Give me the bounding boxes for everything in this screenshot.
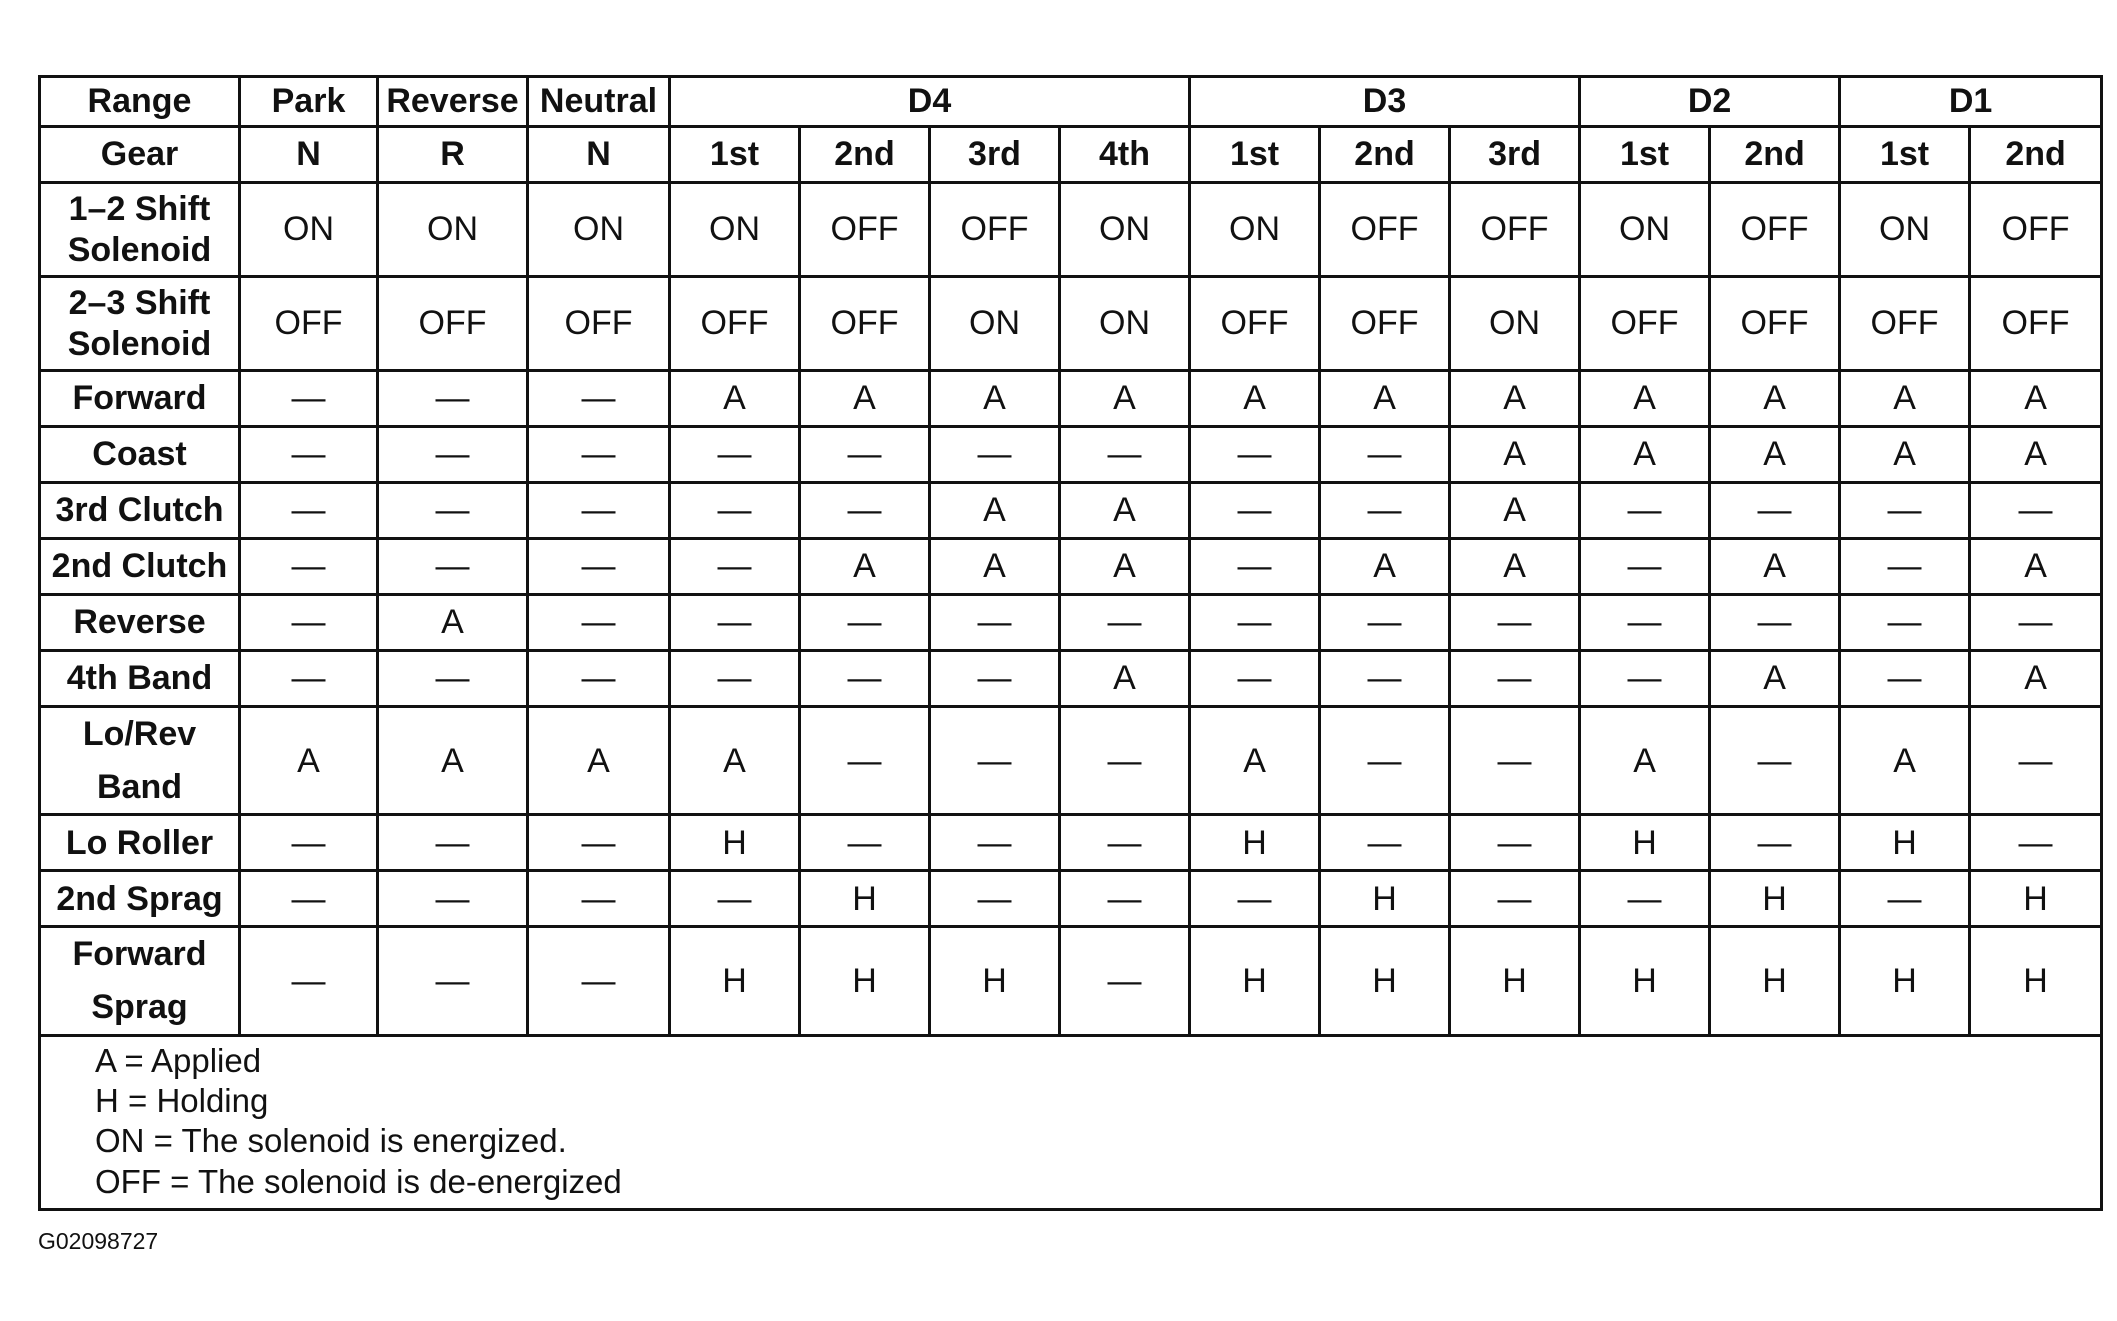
row-label-line: Lo/Rev xyxy=(82,715,197,753)
table-cell: — xyxy=(930,595,1060,651)
table-cell: — xyxy=(1970,483,2102,539)
table-cell: — xyxy=(240,871,378,927)
table-cell: A xyxy=(1970,371,2102,427)
table-cell: A xyxy=(1320,539,1450,595)
table-cell: A xyxy=(1060,539,1190,595)
row-label-line: 3rd Clutch xyxy=(55,491,224,530)
table-cell: OFF xyxy=(528,277,670,371)
table-cell: — xyxy=(528,371,670,427)
table-cell: — xyxy=(240,927,378,1035)
table-cell: H xyxy=(1840,927,1970,1035)
table-cell: — xyxy=(528,427,670,483)
table-cell: H xyxy=(800,927,930,1035)
table-cell: H xyxy=(1190,815,1320,871)
table-row xyxy=(40,483,2102,539)
row-label xyxy=(40,483,240,539)
row-label xyxy=(40,371,240,427)
table-cell: A xyxy=(1450,371,1580,427)
table-cell: — xyxy=(930,871,1060,927)
table-row xyxy=(40,427,2102,483)
table-cell: A xyxy=(528,707,670,815)
row-label xyxy=(40,183,240,277)
table-cell: — xyxy=(800,651,930,707)
table-cell: — xyxy=(1580,595,1710,651)
table-cell: — xyxy=(378,539,528,595)
table-cell: OFF xyxy=(800,183,930,277)
table-cell: — xyxy=(528,651,670,707)
range-header-reverse: Reverse xyxy=(378,77,528,127)
gear-header: 1st xyxy=(1580,127,1710,183)
table-cell: — xyxy=(1840,651,1970,707)
gear-label: Gear xyxy=(40,127,240,183)
row-label xyxy=(40,871,240,927)
table-cell: — xyxy=(528,927,670,1035)
table-cell: A xyxy=(1840,707,1970,815)
table-cell: — xyxy=(240,483,378,539)
table-cell: — xyxy=(1710,815,1840,871)
gear-header: N xyxy=(240,127,378,183)
row-label-line: Sprag xyxy=(91,988,188,1027)
table-cell: — xyxy=(378,871,528,927)
table-cell: — xyxy=(1710,595,1840,651)
table-cell: OFF xyxy=(240,277,378,371)
table-cell: H xyxy=(1190,927,1320,1035)
legend-line: ON = The solenoid is energized. xyxy=(95,1122,567,1160)
table-cell: A xyxy=(1580,707,1710,815)
shift-table-container xyxy=(38,75,2090,1211)
table-cell: — xyxy=(1190,539,1320,595)
table-cell: — xyxy=(240,539,378,595)
table-cell: — xyxy=(1450,815,1580,871)
table-cell: H xyxy=(1710,871,1840,927)
table-cell: — xyxy=(1190,427,1320,483)
table-cell: — xyxy=(930,427,1060,483)
table-cell: H xyxy=(930,927,1060,1035)
table-cell: — xyxy=(1840,483,1970,539)
range-header-neutral: Neutral xyxy=(528,77,670,127)
table-cell: A xyxy=(378,595,528,651)
gear-header: 4th xyxy=(1060,127,1190,183)
shift-solenoid-table xyxy=(38,75,2103,1211)
table-cell: — xyxy=(800,427,930,483)
table-cell: — xyxy=(378,815,528,871)
table-cell: — xyxy=(1580,483,1710,539)
table-row xyxy=(40,927,2102,1035)
table-cell: ON xyxy=(1580,183,1710,277)
table-row xyxy=(40,871,2102,927)
table-cell: — xyxy=(240,651,378,707)
table-cell: — xyxy=(378,651,528,707)
table-cell: — xyxy=(1970,815,2102,871)
row-label xyxy=(40,595,240,651)
table-cell: A xyxy=(930,483,1060,539)
table-cell: — xyxy=(1450,871,1580,927)
table-row xyxy=(40,183,2102,277)
legend xyxy=(40,1035,2102,1209)
table-row xyxy=(40,815,2102,871)
table-cell: H xyxy=(1970,927,2102,1035)
table-cell: A xyxy=(670,707,800,815)
table-cell: — xyxy=(670,427,800,483)
gear-header: 1st xyxy=(1190,127,1320,183)
table-cell: H xyxy=(1580,927,1710,1035)
table-cell: — xyxy=(1190,595,1320,651)
row-label xyxy=(40,539,240,595)
range-header-d1: D1 xyxy=(1840,77,2102,127)
row-label-line: 2nd Clutch xyxy=(51,547,228,586)
gear-header: 2nd xyxy=(1710,127,1840,183)
gear-header: 3rd xyxy=(1450,127,1580,183)
table-cell: — xyxy=(1060,595,1190,651)
table-cell: — xyxy=(930,815,1060,871)
row-label-line: Forward xyxy=(72,935,207,974)
table-cell: — xyxy=(378,427,528,483)
table-cell: — xyxy=(1320,651,1450,707)
table-cell: — xyxy=(1320,483,1450,539)
table-cell: ON xyxy=(528,183,670,277)
table-cell: — xyxy=(800,483,930,539)
table-cell: A xyxy=(240,707,378,815)
row-label xyxy=(40,277,240,371)
table-cell: — xyxy=(670,539,800,595)
table-cell: — xyxy=(1060,815,1190,871)
table-cell: — xyxy=(528,871,670,927)
table-cell: — xyxy=(1320,595,1450,651)
table-cell: — xyxy=(1060,871,1190,927)
table-cell: ON xyxy=(930,277,1060,371)
gear-header: N xyxy=(528,127,670,183)
table-cell: — xyxy=(1450,707,1580,815)
row-label-line: 1–2 Shift xyxy=(68,190,211,229)
table-cell: H xyxy=(1580,815,1710,871)
table-cell: — xyxy=(930,651,1060,707)
table-cell: OFF xyxy=(670,277,800,371)
table-cell: ON xyxy=(1190,183,1320,277)
table-cell: OFF xyxy=(1450,183,1580,277)
table-cell: OFF xyxy=(800,277,930,371)
table-cell: A xyxy=(1580,427,1710,483)
table-cell: OFF xyxy=(1840,277,1970,371)
table-cell: A xyxy=(1060,651,1190,707)
row-label-line: Solenoid xyxy=(67,230,212,269)
row-label-line: 2nd Sprag xyxy=(56,879,223,918)
table-cell: — xyxy=(1970,595,2102,651)
table-cell: — xyxy=(1060,927,1190,1035)
table-cell: A xyxy=(1710,539,1840,595)
table-cell: A xyxy=(1580,371,1710,427)
row-label-line: Lo Roller xyxy=(65,823,214,862)
table-cell: OFF xyxy=(1710,277,1840,371)
range-row xyxy=(40,77,2102,127)
table-cell: — xyxy=(670,483,800,539)
table-cell: A xyxy=(1190,371,1320,427)
gear-row xyxy=(40,127,2102,183)
table-cell: H xyxy=(800,871,930,927)
range-header-d3: D3 xyxy=(1190,77,1580,127)
table-cell: A xyxy=(800,539,930,595)
table-cell: — xyxy=(528,815,670,871)
table-cell: H xyxy=(670,815,800,871)
table-cell: — xyxy=(240,815,378,871)
table-cell: OFF xyxy=(378,277,528,371)
table-cell: — xyxy=(1450,595,1580,651)
table-cell: — xyxy=(1060,707,1190,815)
gear-header: 2nd xyxy=(800,127,930,183)
table-cell: ON xyxy=(1840,183,1970,277)
table-row xyxy=(40,707,2102,815)
table-cell: — xyxy=(1190,871,1320,927)
table-row xyxy=(40,277,2102,371)
table-cell: — xyxy=(1580,539,1710,595)
row-label-line: 4th Band xyxy=(66,659,213,698)
table-cell: OFF xyxy=(1710,183,1840,277)
table-cell: H xyxy=(1840,815,1970,871)
table-cell: — xyxy=(670,595,800,651)
table-cell: — xyxy=(378,927,528,1035)
table-cell: — xyxy=(1190,483,1320,539)
table-cell: — xyxy=(1320,707,1450,815)
table-cell: — xyxy=(1840,539,1970,595)
table-cell: ON xyxy=(240,183,378,277)
table-cell: — xyxy=(1320,427,1450,483)
table-cell: — xyxy=(670,871,800,927)
table-cell: ON xyxy=(1450,277,1580,371)
table-cell: — xyxy=(1580,651,1710,707)
gear-header: 2nd xyxy=(1970,127,2102,183)
table-cell: — xyxy=(240,371,378,427)
row-label-line: Forward xyxy=(72,379,207,418)
table-cell: — xyxy=(1580,871,1710,927)
table-cell: H xyxy=(1710,927,1840,1035)
table-cell: — xyxy=(800,595,930,651)
table-cell: A xyxy=(1970,539,2102,595)
row-label xyxy=(40,707,240,815)
table-cell: — xyxy=(1710,707,1840,815)
table-cell: A xyxy=(1710,371,1840,427)
row-label xyxy=(40,815,240,871)
table-cell: A xyxy=(930,539,1060,595)
table-cell: A xyxy=(1320,371,1450,427)
row-label-line: Reverse xyxy=(73,603,206,642)
table-cell: OFF xyxy=(1320,277,1450,371)
table-cell: OFF xyxy=(1970,277,2102,371)
table-cell: A xyxy=(1710,427,1840,483)
row-label xyxy=(40,927,240,1035)
table-cell: — xyxy=(670,651,800,707)
figure-code: G02098727 xyxy=(38,1228,159,1254)
table-cell: A xyxy=(1450,483,1580,539)
table-cell: — xyxy=(800,815,930,871)
table-cell: OFF xyxy=(1190,277,1320,371)
table-cell: — xyxy=(1190,651,1320,707)
gear-header: 2nd xyxy=(1320,127,1450,183)
table-cell: ON xyxy=(1060,183,1190,277)
table-cell: A xyxy=(378,707,528,815)
table-cell: — xyxy=(1450,651,1580,707)
table-cell: OFF xyxy=(1320,183,1450,277)
table-row xyxy=(40,651,2102,707)
table-cell: A xyxy=(800,371,930,427)
row-label-line: Solenoid xyxy=(67,324,212,363)
gear-header: R xyxy=(378,127,528,183)
table-cell: — xyxy=(378,371,528,427)
table-cell: A xyxy=(1450,427,1580,483)
table-cell: A xyxy=(1060,371,1190,427)
range-header-d4: D4 xyxy=(670,77,1190,127)
table-row xyxy=(40,595,2102,651)
table-cell: — xyxy=(240,595,378,651)
table-cell: A xyxy=(1710,651,1840,707)
table-cell: A xyxy=(670,371,800,427)
table-cell: ON xyxy=(1060,277,1190,371)
table-cell: — xyxy=(1840,871,1970,927)
table-cell: ON xyxy=(670,183,800,277)
table-cell: OFF xyxy=(1580,277,1710,371)
table-cell: H xyxy=(1320,927,1450,1035)
table-cell: — xyxy=(240,427,378,483)
table-cell: — xyxy=(528,539,670,595)
row-label-line: 2–3 Shift xyxy=(68,284,211,323)
table-cell: A xyxy=(1970,651,2102,707)
range-label: Range xyxy=(40,77,240,127)
gear-header: 3rd xyxy=(930,127,1060,183)
table-cell: — xyxy=(1060,427,1190,483)
row-label-line: Coast xyxy=(92,435,187,474)
range-header-d2: D2 xyxy=(1580,77,1840,127)
table-cell: A xyxy=(930,371,1060,427)
legend-row xyxy=(40,1035,2102,1209)
table-cell: H xyxy=(670,927,800,1035)
table-cell: — xyxy=(800,707,930,815)
legend-line: OFF = The solenoid is de-energized xyxy=(95,1162,622,1200)
table-cell: H xyxy=(1970,871,2102,927)
table-cell: OFF xyxy=(1970,183,2102,277)
table-cell: A xyxy=(1450,539,1580,595)
legend-line: A = Applied xyxy=(95,1041,262,1079)
table-cell: A xyxy=(1840,427,1970,483)
gear-header: 1st xyxy=(1840,127,1970,183)
row-label xyxy=(40,651,240,707)
table-cell: A xyxy=(1970,427,2102,483)
table-cell: — xyxy=(1840,595,1970,651)
table-row xyxy=(40,371,2102,427)
table-cell: — xyxy=(528,595,670,651)
table-cell: ON xyxy=(378,183,528,277)
table-cell: — xyxy=(1320,815,1450,871)
range-header-park: Park xyxy=(240,77,378,127)
table-cell: OFF xyxy=(930,183,1060,277)
row-label-line: Band xyxy=(97,767,182,806)
table-cell: A xyxy=(1840,371,1970,427)
table-cell: H xyxy=(1450,927,1580,1035)
table-cell: — xyxy=(1710,483,1840,539)
table-cell: H xyxy=(1320,871,1450,927)
table-cell: — xyxy=(1970,707,2102,815)
table-cell: A xyxy=(1060,483,1190,539)
legend-line: H = Holding xyxy=(95,1082,269,1119)
table-cell: A xyxy=(1190,707,1320,815)
table-cell: — xyxy=(378,483,528,539)
gear-header: 1st xyxy=(670,127,800,183)
table-cell: — xyxy=(528,483,670,539)
table-cell: — xyxy=(930,707,1060,815)
row-label xyxy=(40,427,240,483)
table-row xyxy=(40,539,2102,595)
